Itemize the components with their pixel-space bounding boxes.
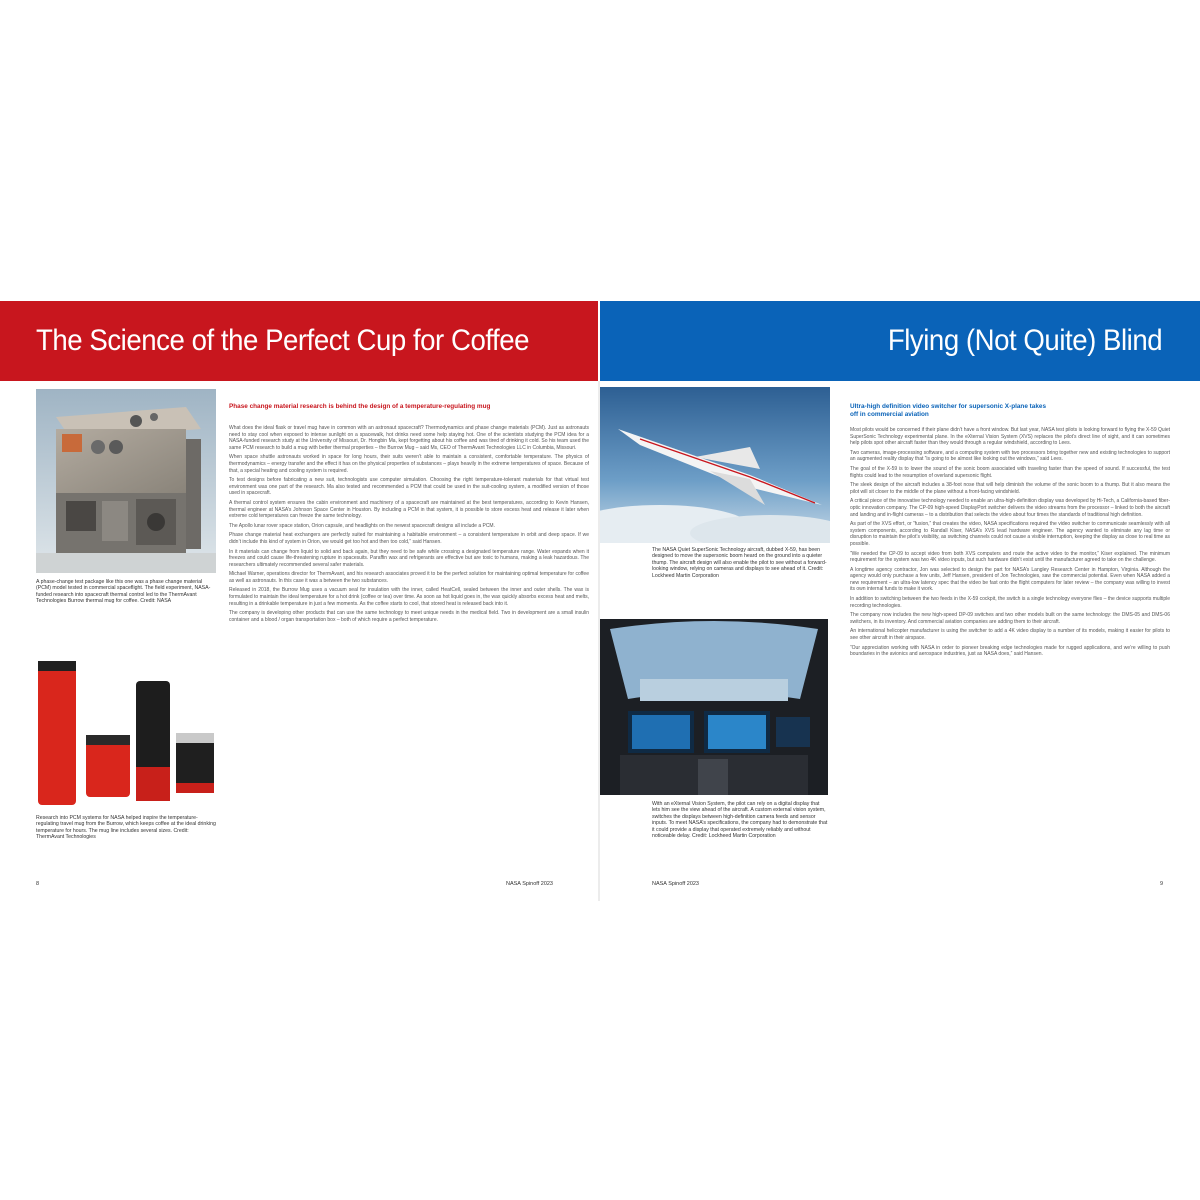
right-figure2-caption: With an eXternal Vision System, the pilot can rely on a digital display that lets him see the view ahead of the aircraft. A custom external vision system, switches the displays between high-definition camera feeds and sensor inputs. To meet NASA’s specifications, the company had to demonstrate that it could provide a display that operated extremely reliably and without noticeable delay. Credit: Lockheed Martin Corporation xyxy=(652,801,828,840)
body-paragraph: A longtime agency contractor, Jon was selected to design the part for NASA’s Langley Research Center in Hampton, Virginia. Although the agency would only purchase a few units, Jeff Hansen, president of Jon Technologies, saw the commercial potential. Even when NASA added a new requirement – an ultra-low latency spec that the video be fast onto the flight computers for later review – the company was willing to invest its own internal funds to make it work. xyxy=(850,566,1170,593)
supersonic-aircraft-photo xyxy=(600,387,830,543)
right-title-banner xyxy=(600,301,1200,381)
body-paragraph: The Apollo lunar rover space station, Orion capsule, and headlights on the newest spacecraft designs all include a PCM. xyxy=(229,522,495,529)
body-paragraph: To test designs before fabricating a new suit, technologists use computer simulation. Choosing the right temperature-tolerant materials for that virtual test environment was one part of the research. Ma also tested and recommended a PCM that could be used in the suit-cooling system, a modified version of those used in spacecraft. xyxy=(229,477,589,497)
body-paragraph: Released in 2018, the Burrow Mug uses a vacuum seal for insulation with the inner, called HeatCell, sealed between the inner and outer shells. The wax is formulated to maintain the ideal temperature for a hot drink (coffee or tea) over time. As soon as hot liquid goes in, the wax quickly absorbs excess heat and melts, resulting in a drinkable temperature in just a few moments. As the coffee starts to cool, that stored heat is released back into it. xyxy=(229,587,589,607)
body-paragraph: Two cameras, image-processing software, and a computing system with two processors bring together new and existing technologies to support an augmented reality display that “is going to be almost like looking out the windows,” said Lees. xyxy=(850,449,1170,463)
body-paragraph: A thermal control system ensures the cabin environment and machinery of a spacecraft are maintained at the best temperatures, according to Kevin Hansen, thermal engineer at NASA’s Johnson Space Center in Houston. By including a PCM in that system, it is possible to store excess heat and release it later when extreme cold temperatures can freeze the same technology. xyxy=(229,499,589,520)
body-paragraph: The company now includes the new high-speed DP-09 switches and two other models built on the same technology: the DMS-05 and DMS-06 switchers, in its inventory. And commercial aviation companies are adding them to their aircraft. xyxy=(850,612,1170,625)
body-paragraph: The sleek design of the aircraft includes a 38-foot nose that will help diminish the volume of the sonic boom to a thump. But it also means the pilot will sit closer to the middle of the plane without a front-facing windshield. xyxy=(850,482,1170,495)
right-deck-line-1: Ultra-high definition video switcher for supersonic X-plane takes xyxy=(850,403,1047,410)
right-page-title: Flying (Not Quite) Blind xyxy=(887,324,1162,357)
figure2-caption: Research into PCM systems for NASA helped inspire the temperature-regulating travel mug from the Burrow, which keeps coffee at the ideal drinking temperature for hours. The mug line includes several sizes. Credit: ThermAvant Technologies xyxy=(36,815,216,841)
body-paragraph: Michael Warner, operations director for ThermAvant, and his research associates proved it to be the perfect solution for maintaining optimal temperature for coffee as well as astronauts. In this case it was a between the two substances. xyxy=(229,571,589,584)
left-body-column xyxy=(229,425,589,851)
body-paragraph: A critical piece of the innovative technology needed to enable an ultra-high-definition display was developed by Hi-Tech, a California-based fiber-optic innovation company. The CP-09 high-speed DisplayPort switcher delivers the video streams from the processor – linked to both the aircraft and landing and in-flight cameras – to a distribution that selects the video about four times the standards of traditional high definition. xyxy=(850,498,1170,518)
insulated-mugs-photo xyxy=(36,649,216,809)
body-paragraph: “We needed the CP-09 to accept video from both XVS computers and route the active video to the monitor,” Kiser explained. The minimum requirement for the system was two 4K video inputs, but such hardware didn’t exist until the manufacturer agreed to take on the challenge. xyxy=(850,550,1170,564)
body-paragraph: As part of the XVS effort, or “fusion,” that creates the video, NASA specifications required the video switcher to communicate seamlessly with all system components, according to Randall Kiser, NASA’s XVS lead hardware engineer. The agency wanted to eliminate any lag time or disruption to maintain the pilot’s visibility, as switching channels could not cause a visible interruption, keeping the display as close to real time as possible. xyxy=(850,521,1170,547)
left-page-title: The Science of the Perfect Cup for Coffee xyxy=(36,324,530,357)
body-paragraph: The company is developing other products that can use the same technology to meet unique needs in the medical field. Two in development are a small insulin container and a blood / organ transportation box – both of which require a perfect temperature. xyxy=(229,610,589,623)
body-paragraph: Phase change material heat exchangers are perfectly suited for maintaining a habitable environment – a consistent temperature in orbit and deep space. If we didn’t include this kind of system in Orion, we would get too hot and then too cold,” said Hansen. xyxy=(229,532,589,545)
body-paragraph: What does the ideal flask or travel mug have in common with an astronaut spacecraft? Thermodynamics and phase change materials (PCM). Just as astronauts need to stay cool when exposed to intense sunlight on a spacewalk, hot drinks need some help staying hot. One of the scientists studying the PCM idea for a NASA-funded research study at the University of Missouri, Dr. Hongbin Ma, kept forgetting about his coffee and was tired of drinking it cold. So his team used the same PCM research to build a mug with better thermal properties – the Burrow Mug – said Ms, CEO of ThermAvant Technologies LLC in Columbia, Missouri. xyxy=(229,425,589,451)
figure1-caption: A phase-change test package like this one was a phase change material (PCM) model tested in commercial spaceflight. The field experiment, NASA-funded research into spacecraft thermal control led to the ThermAvant Technologies Burrow thermal mug for coffee. Credit: NASA xyxy=(36,579,211,605)
body-paragraph: “Our appreciation working with NASA in order to pioneer breaking edge technologies made for rugged applications, and we’re willing to push boundaries in the avionics and aerospace industries, just as NASA does,” said Hansen. xyxy=(850,644,1170,658)
body-paragraph: When space shuttle astronauts worked in space for long hours, their suits weren’t able to maintain a consistent, comfortable temperature. The physics of thermodynamics – energy transfer and the effect it has on the physical properties of substances – plays heavily in the extreme temperatures of space. Because of that, a special heating and cooling system is required. xyxy=(229,454,589,474)
magazine-spread xyxy=(0,301,1200,901)
body-paragraph: The goal of the X-59 is to lower the sound of the sonic boom associated with traveling faster than the speed of sound. If successful, the test flights could lead to the resumption of overland supersonic flight. xyxy=(850,465,1170,479)
right-figure1-caption: The NASA Quiet SuperSonic Technology aircraft, dubbed X-59, has been designed to move the supersonic boom heard on the ground into a quieter thump. The aircraft design will also enable the pilot to see without a forward-looking window, relying on cameras and displays to see ahead of it. Credit: Lockheed Martin Corporation xyxy=(652,547,827,579)
left-folio-title: NASA Spinoff 2023 xyxy=(506,881,553,887)
body-paragraph: In it materials can change from liquid to solid and back again, but they need to be safe while crossing a designated temperature range. Water expands when it freezes and could cause life-threatening rupture in spacesuits. Paraffin wax and refrigerants are effective but are toxic to humans, making a leak hazardous. The researchers ultimately recommended several safer materials. xyxy=(229,548,589,568)
right-folio-title: NASA Spinoff 2023 xyxy=(652,881,699,887)
laboratory-hardware-photo xyxy=(36,389,216,573)
left-title-banner xyxy=(0,301,598,381)
left-page-number: 8 xyxy=(36,881,40,887)
body-paragraph: An international helicopter manufacturer is using the switcher to add a 4K video display to a number of its models, making it easier for pilots to see other aircraft in their airspace. xyxy=(850,628,1170,642)
right-page-number: 9 xyxy=(1160,881,1164,887)
left-deck: Phase change material research is behind the design of a temperature-regulating mug xyxy=(229,403,491,410)
body-paragraph: Most pilots would be concerned if their plane didn’t have a front window. But last year, NASA test pilots is looking forward to flying the X-59 Quiet SuperSonic Technology experimental plane. In the eXternal Vision System (XVS) replaces the pilot’s direct line of sight, and it can sometimes help pilots spot other aircraft faster than they would through a regular windshield, according to Lees. xyxy=(850,427,1170,447)
aircraft-cockpit-photo xyxy=(600,619,828,795)
body-paragraph: In addition to switching between the two feeds in the X-59 cockpit, the switch is a single technology everyone flies – the device supports multiple recording technologies. xyxy=(850,596,1170,609)
right-body-column xyxy=(850,427,1170,863)
right-deck-line-2: off in commercial aviation xyxy=(850,411,929,418)
